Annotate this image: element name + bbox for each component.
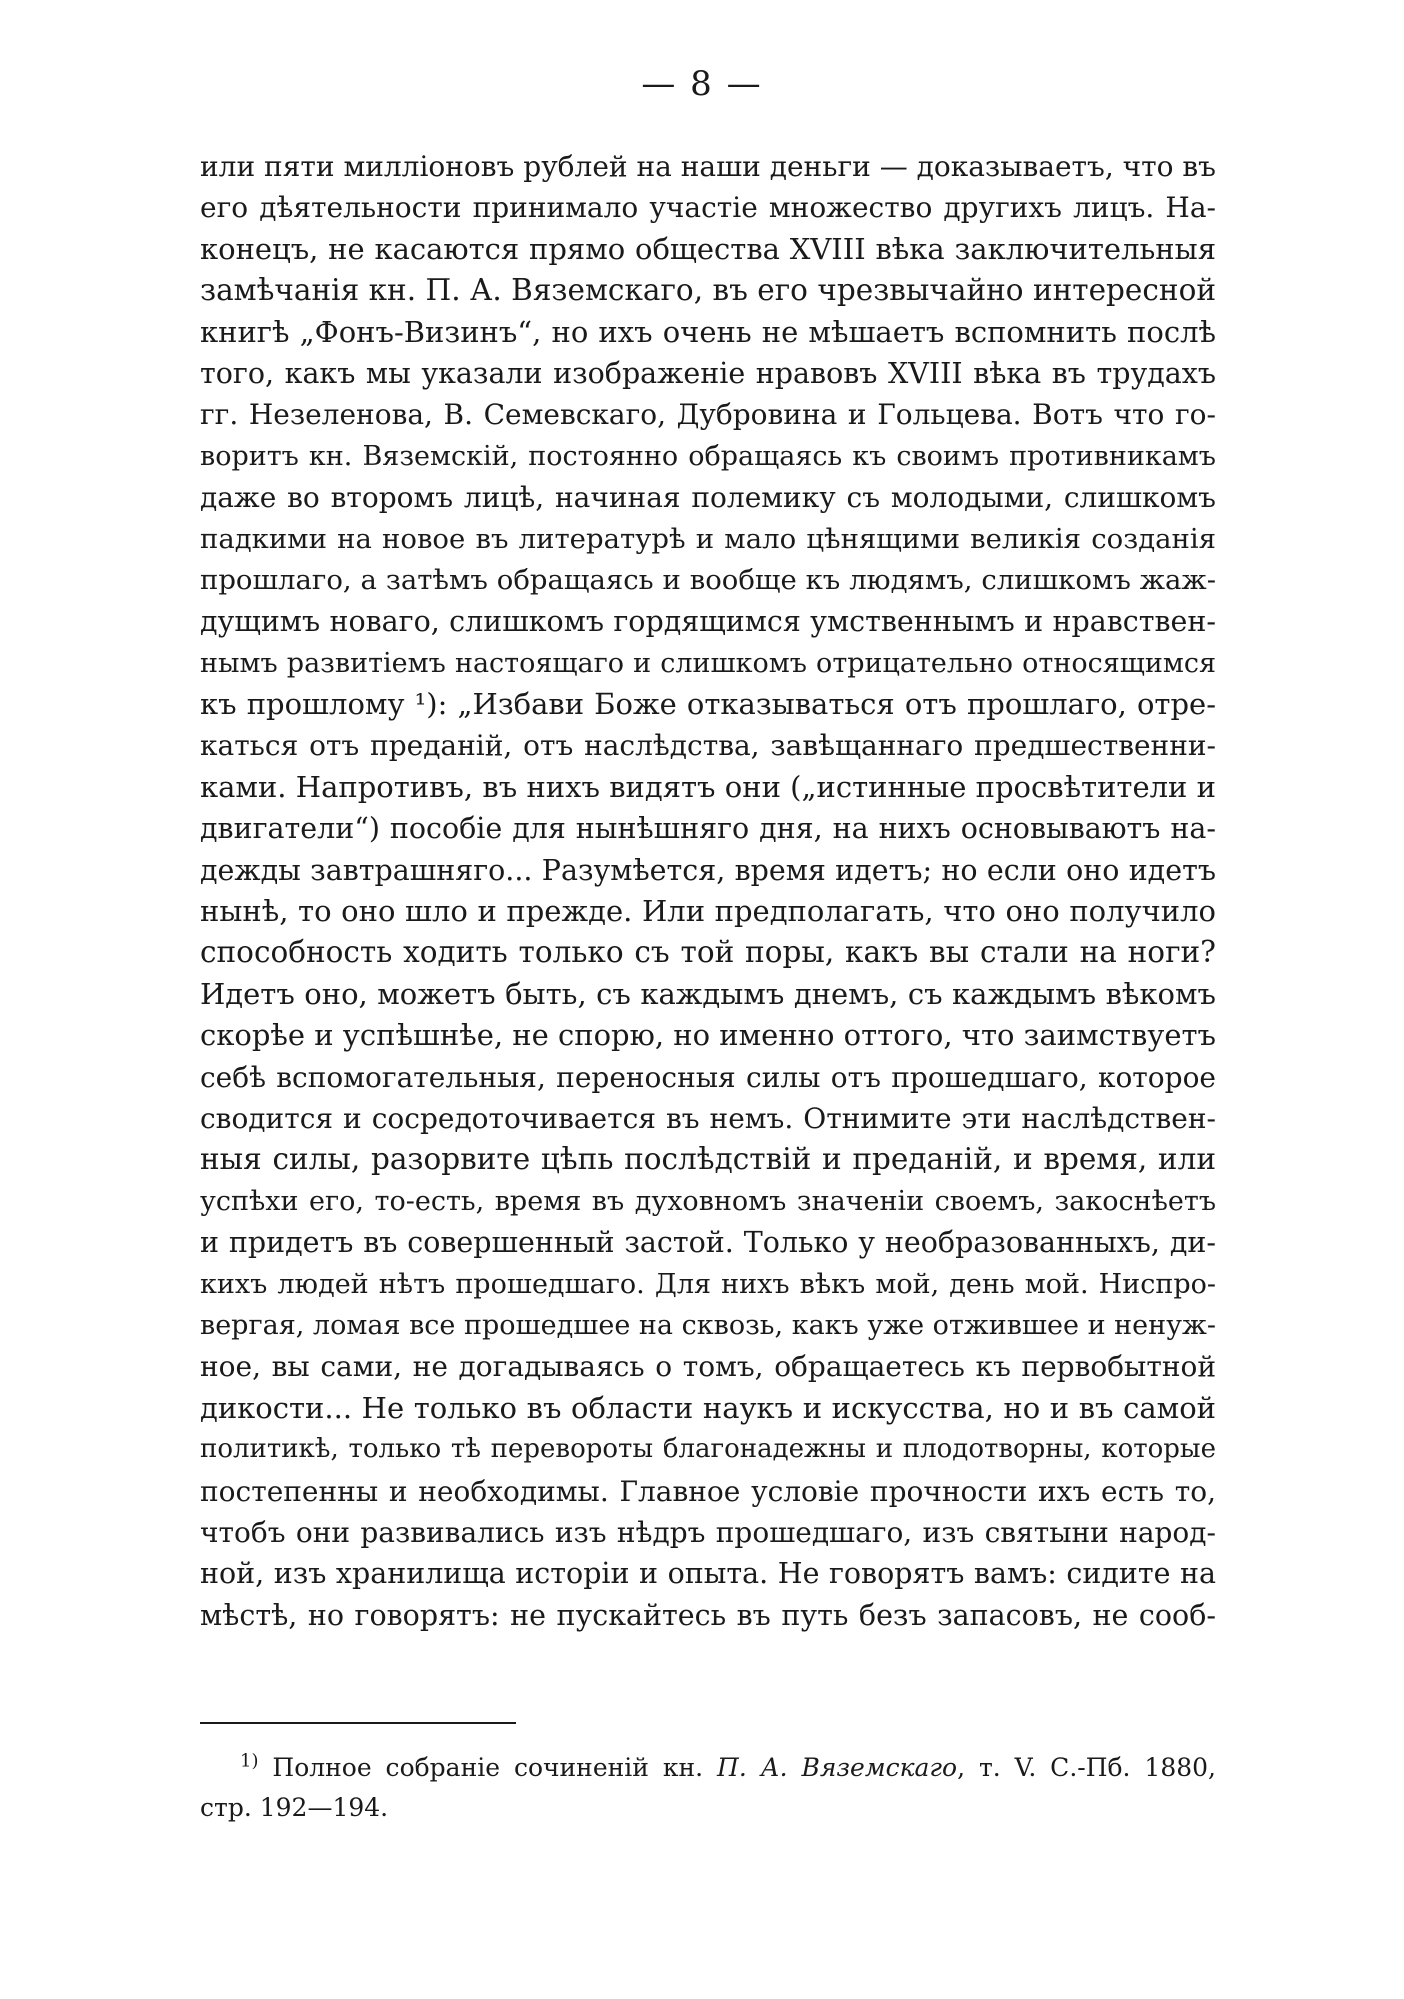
text-line: мѣстѣ, но говорятъ: не пускайтесь въ путь безъ запасовъ, не сооб- [200, 1598, 1216, 1632]
text-line: книгѣ „Фонъ-Визинъ“, но ихъ очень не мѣшаетъ вспомнить послѣ [200, 314, 1216, 349]
footnote-author: П. А. Вяземскаго [717, 1753, 958, 1782]
text-line: постепенны и необходимы. Главное условіе прочности ихъ есть то, [200, 1474, 1216, 1508]
text-line: Идетъ оно, можетъ быть, съ каждымъ днемъ, съ каждымъ вѣкомъ [200, 976, 1216, 1011]
body-text [200, 146, 1216, 1636]
text-line: чтобъ они развивались изъ нѣдръ прошедшаго, изъ святыни народ- [200, 1515, 1216, 1549]
text-line: дикости... Не только въ области наукъ и искусства, но и въ самой [200, 1390, 1216, 1425]
text-line: и придетъ въ совершенный застой. Только у необразованныхъ, ди- [200, 1226, 1216, 1260]
text-line: его дѣятельности принимало участіе множество другихъ лицъ. На- [200, 191, 1216, 225]
text-line: того, какъ мы указали изображеніе нравовъ XVIII вѣка въ трудахъ [200, 356, 1216, 390]
page-number: — 8 — [641, 64, 763, 104]
text-line: замѣчанія кн. П. А. Вяземскаго, въ его чрезвычайно интересной [200, 273, 1216, 308]
footnote-divider [200, 1722, 516, 1724]
text-line: успѣхи его, то-есть, время въ духовномъ значеніи своемъ, закоснѣетъ [200, 1185, 1216, 1217]
text-line: дежды завтрашняго... Разумѣется, время идетъ; но если оно идетъ [200, 853, 1216, 887]
text-line: прошлаго, а затѣмъ обращаясь и вообще къ людямъ, слишкомъ жаж- [200, 563, 1216, 596]
footnote-marker: 1) [240, 1750, 259, 1772]
text-line: ное, вы сами, не догадываясь о томъ, обращаетесь къ первобытной [200, 1350, 1216, 1384]
text-line: сводится и сосредоточивается въ немъ. Отнимите эти наслѣдствен- [200, 1101, 1216, 1135]
text-line: кихъ людей нѣтъ прошедшаго. Для нихъ вѣкъ мой, день мой. Ниспро- [200, 1268, 1216, 1300]
footnote [200, 1748, 1216, 1828]
text-line: гг. Незеленова, В. Семевскаго, Дубровина и Гольцева. Вотъ что го- [200, 398, 1216, 432]
text-line: двигатели“) пособіе для нынѣшняго дня, на нихъ основываютъ на- [200, 812, 1216, 846]
text-line: ками. Напротивъ, въ нихъ видятъ они („истинные просвѣтители и [200, 769, 1216, 804]
text-line: даже во второмъ лицѣ, начиная полемику съ молодыми, слишкомъ [200, 481, 1216, 515]
text-line: воритъ кн. Вяземскій, постоянно обращаясь къ своимъ противникамъ [200, 440, 1216, 472]
footnote-line-2: стр. 192—194. [200, 1793, 389, 1822]
text-line: ныя силы, разорвите цѣпь послѣдствій и преданій, и время, или [200, 1142, 1216, 1177]
text-line: политикѣ, только тѣ перевороты благонадежны и плодотворны, которые [200, 1434, 1216, 1465]
footnote-text-after: , т. V. С.-Пб. 1880, [957, 1753, 1216, 1782]
text-line: къ прошлому ¹): „Избави Боже отказываться отъ прошлаго, отре- [200, 687, 1216, 722]
text-line: конецъ, не касаются прямо общества XVIII вѣка заключительныя [200, 231, 1216, 266]
text-line: скорѣе и успѣшнѣе, не спорю, но именно оттого, что заимствуетъ [200, 1018, 1216, 1053]
text-line: или пяти милліоновъ рублей на наши деньги — доказываетъ, что въ [200, 150, 1216, 183]
text-line: нынѣ, то оно шло и прежде. Или предполагать, что оно получило [200, 894, 1216, 929]
footnote-line-1 [200, 1748, 1216, 1788]
footnote-text-before: Полное собраніе сочиненій кн. [272, 1753, 718, 1782]
text-line: дущимъ новаго, слишкомъ гордящимся умственнымъ и нравствен- [200, 605, 1216, 639]
text-line: нымъ развитіемъ настоящаго и слишкомъ отрицательно относящимся [200, 647, 1216, 679]
text-line: способность ходить только съ той поры, какъ вы стали на ноги? [200, 935, 1216, 970]
text-line: каться отъ преданій, отъ наслѣдства, завѣщаннаго предшественни- [200, 729, 1216, 763]
text-line: ной, изъ хранилища исторіи и опыта. Не говорятъ вамъ: сидите на [200, 1557, 1216, 1591]
text-line: падкими на новое въ литературѣ и мало цѣнящими великія созданія [200, 522, 1216, 555]
text-line: вергая, ломая все прошедшее на сквозь, какъ уже отжившее и ненуж- [200, 1309, 1216, 1341]
text-line: себѣ вспомогательныя, переносныя силы отъ прошедшаго, которое [200, 1060, 1216, 1094]
